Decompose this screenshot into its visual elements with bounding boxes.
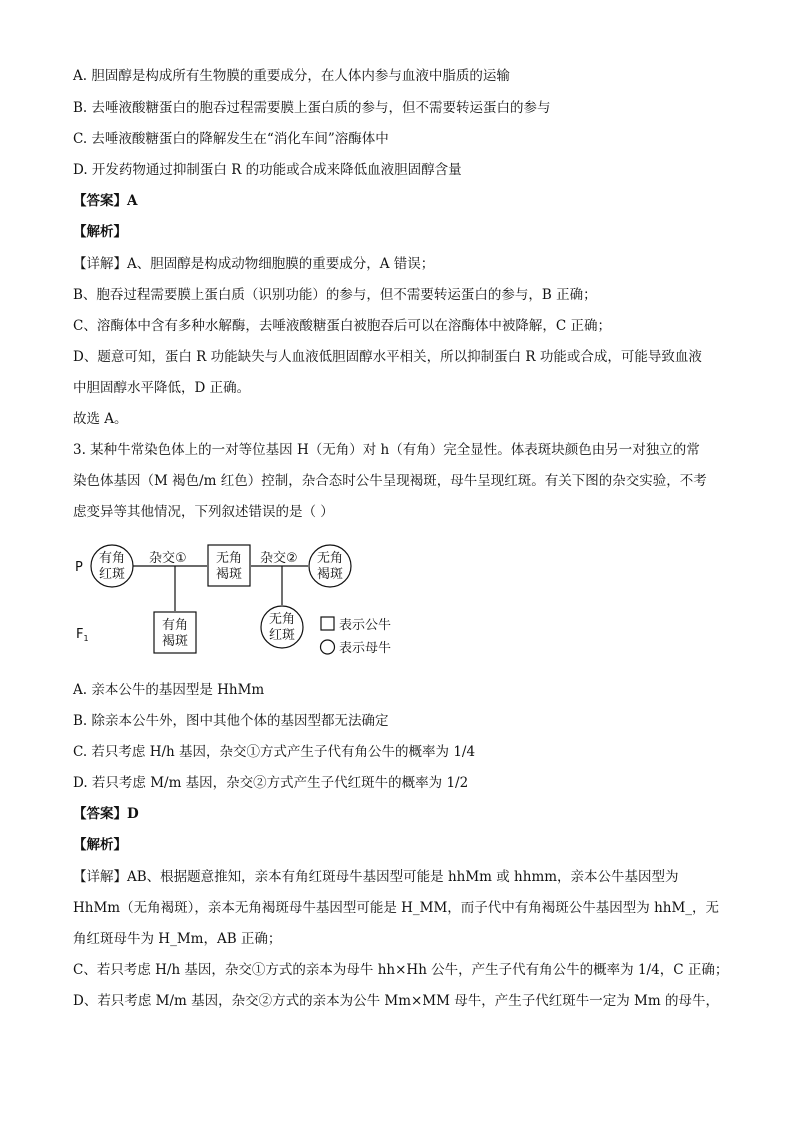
question-stem: 染色体基因（M 褐色/m 红色）控制，杂合态时公牛呈现褐斑，母牛呈现红斑。有关下图的杂交实验，不考: [73, 473, 707, 489]
generation-f1-label: $F_1$: [76, 627, 89, 643]
detail-line: 角红斑母牛为 H_Mm，AB 正确；: [73, 931, 282, 947]
legend-square-icon: [321, 617, 334, 630]
legend: [321, 617, 392, 656]
detail-line: B、胞吞过程需要膜上蛋白质（识别功能）的参与，但不需要转运蛋白的参与，B 正确；: [73, 287, 597, 303]
answer-label: 【答案】D: [73, 806, 139, 822]
svg-text:红斑: 红斑: [268, 628, 296, 643]
svg-text:无角: 无角: [268, 612, 296, 627]
cross2-label: 杂交②: [260, 551, 298, 566]
svg-text:有角: 有角: [98, 551, 126, 566]
detail-line: 故选 A。: [73, 411, 128, 427]
option-a: A. 亲本公牛的基因型是 HhMm: [73, 682, 265, 698]
legend-female-label: 表示母牛: [339, 641, 392, 656]
analysis-label: 【解析】: [73, 837, 127, 853]
prev-option-b: B. 去唾液酸糖蛋白的胞吞过程需要膜上蛋白质的参与，但不需要转运蛋白的参与: [73, 100, 551, 116]
svg-text:无角: 无角: [215, 551, 243, 566]
detail-line: D、若只考虑 M/m 基因，杂交②方式的亲本为公牛 Mm×MM 母牛，产生子代红斑牛一定为 Mm 的母牛，: [73, 993, 719, 1009]
prev-option-a: A. 胆固醇是构成所有生物膜的重要成分，在人体内参与血液中脂质的运输: [73, 68, 510, 84]
legend-male-label: 表示公牛: [339, 618, 392, 633]
p-male-polled-brown: [208, 545, 250, 586]
detail-line: 中胆固醇水平降低，D 正确。: [73, 380, 251, 396]
p-female-horned-red: [91, 545, 133, 587]
detail-line: 【详解】AB、根据题意推知，亲本有角红斑母牛基因型可能是 hhMm 或 hhmm，亲本公牛基因型为: [73, 869, 679, 885]
answer-label: 【答案】A: [73, 193, 138, 209]
option-c: C. 若只考虑 H/h 基因，杂交①方式产生子代有角公牛的概率为 1/4: [73, 744, 476, 760]
detail-line: HhMm（无角褐斑），亲本无角褐斑母牛基因型可能是 H_MM，而子代中有角褐斑公牛基因型为 hhM_，无: [73, 900, 720, 916]
detail-line: 【详解】A、胆固醇是构成动物细胞膜的重要成分，A 错误；: [73, 256, 435, 272]
prev-option-c: C. 去唾液酸糖蛋白的降解发生在“消化车间”溶酶体中: [73, 131, 389, 147]
analysis-label: 【解析】: [73, 224, 127, 240]
detail-line: C、溶酶体中含有多种水解酶，去唾液酸糖蛋白被胞吞后可以在溶酶体中被降解，C 正确；: [73, 318, 611, 334]
svg-text:有角: 有角: [161, 618, 189, 633]
detail-line: D、题意可知，蛋白 R 功能缺失与人血液低胆固醇水平相关，所以抑制蛋白 R 功能或合成，可能导致血液: [73, 349, 702, 365]
p-female-polled-brown: [309, 545, 351, 587]
svg-text:褐斑: 褐斑: [215, 567, 243, 582]
svg-text:无角: 无角: [316, 551, 344, 566]
f1-female-polled-red: [261, 606, 303, 648]
cross-diagram: [70, 535, 430, 665]
detail-line: C、若只考虑 H/h 基因，杂交①方式的亲本为母牛 hh×Hh 公牛，产生子代有角公牛的概率为 1/4，C 正确；: [73, 962, 729, 978]
generation-p-label: P: [75, 560, 83, 575]
prev-option-d: D. 开发药物通过抑制蛋白 R 的功能或合成来降低血液胆固醇含量: [73, 162, 462, 178]
svg-text:褐斑: 褐斑: [316, 567, 344, 582]
legend-circle-icon: [321, 640, 335, 654]
svg-text:红斑: 红斑: [98, 567, 126, 582]
svg-text:褐斑: 褐斑: [161, 634, 189, 649]
cross1-label: 杂交①: [149, 551, 187, 566]
option-d: D. 若只考虑 M/m 基因，杂交②方式产生子代红斑牛的概率为 1/2: [73, 775, 469, 791]
question-stem: 虑变异等其他情况，下列叙述错误的是（ ）: [73, 504, 334, 520]
question-stem: 3. 某种牛常染色体上的一对等位基因 H（无角）对 h（有角）完全显性。体表斑块颜色由另一对独立的常: [73, 442, 700, 458]
f1-male-horned-brown: [154, 612, 196, 653]
option-b: B. 除亲本公牛外，图中其他个体的基因型都无法确定: [73, 713, 389, 729]
